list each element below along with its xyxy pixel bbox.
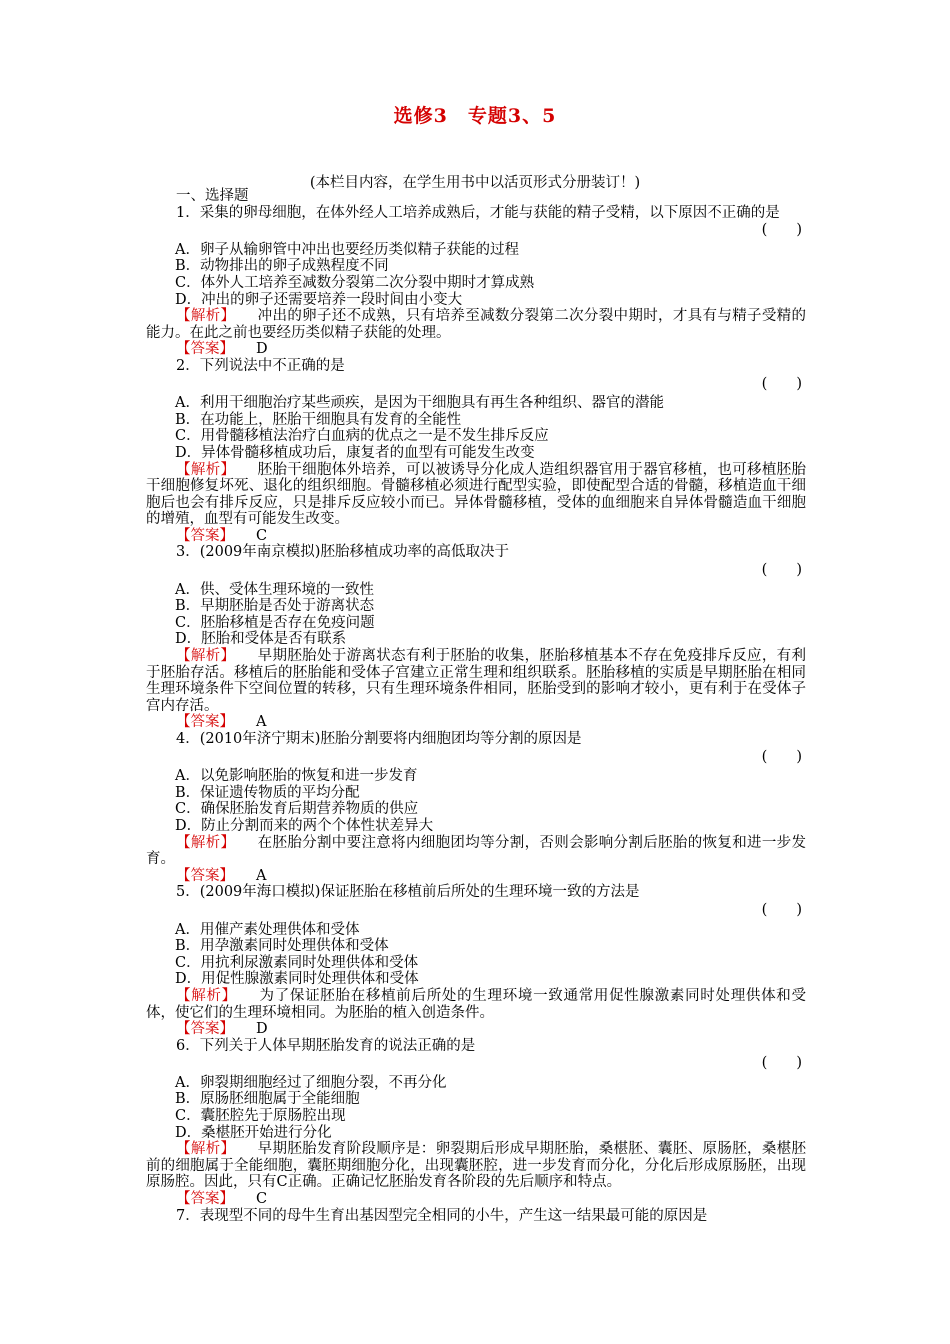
question-block [146, 731, 806, 884]
answer-value: C [256, 527, 268, 544]
option-item: A．供、受体生理环境的一致性 [175, 581, 374, 598]
answer-label: 【答案】 [176, 341, 234, 358]
option-item: A．以免影响胚胎的恢复和进一步发育 [175, 768, 418, 785]
option-item: D．桑椹胚开始进行分化 [175, 1124, 332, 1141]
section-heading: 一、选择题 [176, 188, 249, 204]
answer-blank: ( ) [761, 901, 802, 918]
option-item: B．用孕激素同时处理供体和受体 [175, 938, 389, 955]
answer-blank: ( ) [761, 375, 802, 392]
analysis [146, 308, 806, 341]
answer-value: C [256, 1191, 268, 1208]
question-stem: 6．下列关于人体早期胚胎发育的说法正确的是 [176, 1037, 476, 1054]
analysis-text: 在胚胎分割中要注意将内细胞团均等分割，否则会影响分割后胚胎的恢复和进一步发育。 [146, 834, 807, 868]
question-block [146, 1038, 806, 1208]
question-stem: 4．(2010年济宁期末)胚胎分割要将内细胞团均等分割的原因是 [176, 731, 582, 747]
question-stem: 3．(2009年南京模拟)胚胎移植成功率的高低取决于 [176, 544, 509, 561]
option-item: D．异体骨髓移植成功后，康复者的血型有可能发生改变 [175, 444, 535, 461]
question-block [146, 884, 806, 1037]
analysis [146, 988, 806, 1021]
option-item: C．用抗利尿激素同时处理供体和受体 [175, 954, 419, 971]
question-block [146, 205, 806, 358]
option-item: A．用催产素处理供体和受体 [175, 921, 360, 938]
analysis-text: 为了保证胚胎在移植前后所处的生理环境一致通常用促性腺激素同时处理供体和受体，使它们的生理环境相同。为胚胎的植入创造条件。 [146, 987, 807, 1021]
question-stem: 7．表现型不同的母牛生育出基因型完全相同的小牛，产生这一结果最可能的原因是 [176, 1207, 708, 1224]
page-title: 选修3 专题3、5 [393, 105, 557, 127]
option-item: C．用骨髓移植法治疗白血病的优点之一是不发生排斥反应 [175, 428, 549, 445]
analysis-label: 【解析】 [176, 461, 236, 478]
analysis [146, 648, 806, 714]
option-item: B．在功能上，胚胎干细胞具有发育的全能性 [175, 411, 462, 428]
answer-line [146, 1021, 806, 1038]
content-body [146, 188, 806, 1224]
answer-value: D [256, 1021, 268, 1038]
answer-blank: ( ) [761, 1055, 802, 1072]
option-item: C．胚胎移植是否存在免疫问题 [175, 614, 375, 631]
analysis-label: 【解析】 [176, 308, 236, 325]
answer-blank: ( ) [761, 748, 802, 765]
analysis-label: 【解析】 [176, 987, 237, 1004]
answer-blank: ( ) [761, 562, 802, 579]
answer-blank: ( ) [761, 222, 802, 239]
answer-value: A [256, 867, 267, 884]
answer-line [146, 714, 806, 731]
option-item: A．利用干细胞治疗某些顽疾，是因为干细胞具有再生各种组织、器官的潜能 [175, 395, 664, 412]
question-block [146, 1208, 806, 1225]
answer-label: 【答案】 [176, 527, 234, 544]
option-item: B．早期胚胎是否处于游离状态 [175, 598, 375, 615]
analysis-text: 早期胚胎处于游离状态有利于胚胎的收集，胚胎移植基本不存在免疫排斥反应，有利于胚胎存活。移植后的胚胎能和受体子宫建立正常生理和组织联系。胚胎移植的实质是早期胚胎在相同生理环境条件下空间位置的转移，只有生理环境条件相同，胚胎受到的影响才较小，更有利于在受体子宫内存活。 [146, 648, 807, 714]
answer-line [146, 341, 806, 358]
option-item: B．保证遗传物质的平均分配 [175, 784, 360, 801]
option-item: D．防止分割而来的两个个体性状差异大 [175, 817, 434, 834]
answer-label: 【答案】 [176, 714, 234, 731]
answer-line [146, 1191, 806, 1208]
answer-line [146, 868, 806, 885]
answer-value: A [256, 714, 267, 731]
analysis-label: 【解析】 [176, 834, 236, 851]
question-block [146, 544, 806, 731]
option-item: B．动物排出的卵子成熟程度不同 [175, 258, 389, 275]
option-item: D．用促性腺激素同时处理供体和受体 [175, 971, 419, 988]
answer-value: D [256, 341, 268, 358]
analysis-label: 【解析】 [176, 1141, 236, 1158]
analysis-text: 胚胎干细胞体外培养，可以被诱导分化成人造组织器官用于器官移植，也可移植胚胎干细胞修复坏死、退化的组织细胞。骨髓移植必须进行配型实验，即使配型合适的骨髓，移植造血干细胞后也会有排斥反应，只是排斥反应较小而已。异体骨髓移植，受体的血细胞来自异体骨髓造血干细胞的增殖，血型有可能发生改变。 [146, 461, 807, 528]
option-item: C．体外人工培养至减数分裂第二次分裂中期时才算成熟 [175, 274, 535, 291]
analysis [146, 835, 806, 868]
analysis-text: 冲出的卵子还不成熟，只有培养至减数分裂第二次分裂中期时，才具有与精子受精的能力。在此之前也要经历类似精子获能的处理。 [146, 308, 807, 341]
option-item: D．胚胎和受体是否有联系 [175, 631, 347, 648]
answer-label: 【答案】 [176, 1021, 234, 1038]
question-stem: 1．采集的卵母细胞，在体外经人工培养成熟后，才能与获能的精子受精，以下原因不正确的是 [176, 204, 780, 221]
question-block [146, 358, 806, 545]
question-list [146, 205, 806, 1225]
option-item: D．冲出的卵子还需要培养一段时间由小变大 [175, 291, 463, 308]
question-stem: 2．下列说法中不正确的是 [176, 357, 345, 374]
analysis [146, 1141, 806, 1191]
analysis-label: 【解析】 [176, 648, 236, 665]
option-item: A．卵裂期细胞经过了细胞分裂，不再分化 [175, 1074, 447, 1091]
analysis [146, 462, 806, 528]
question-stem: 5．(2009年海口模拟)保证胚胎在移植前后所处的生理环境一致的方法是 [176, 884, 640, 901]
option-item: B．原肠胚细胞属于全能细胞 [175, 1091, 360, 1108]
option-item: A．卵子从输卵管中冲出也要经历类似精子获能的过程 [175, 241, 519, 258]
option-item: C．确保胚胎发育后期营养物质的供应 [175, 801, 419, 818]
analysis-text: 早期胚胎发育阶段顺序是：卵裂期后形成早期胚胎，桑椹胚、囊胚、原肠胚，桑椹胚前的细胞属于全能细胞，囊胚期细胞分化，出现囊胚腔，进一步发育而分化，分化后形成原肠胚，出现原肠腔。因此，只有C正确。正确记忆胚胎发育各阶段的先后顺序和特点。 [146, 1141, 807, 1191]
answer-label: 【答案】 [176, 1191, 234, 1208]
binding-note: (本栏目内容，在学生用书中以活页形式分册装订！) [309, 175, 641, 191]
answer-line [146, 528, 806, 545]
option-item: C．囊胚腔先于原肠腔出现 [175, 1108, 346, 1125]
answer-label: 【答案】 [176, 867, 234, 884]
